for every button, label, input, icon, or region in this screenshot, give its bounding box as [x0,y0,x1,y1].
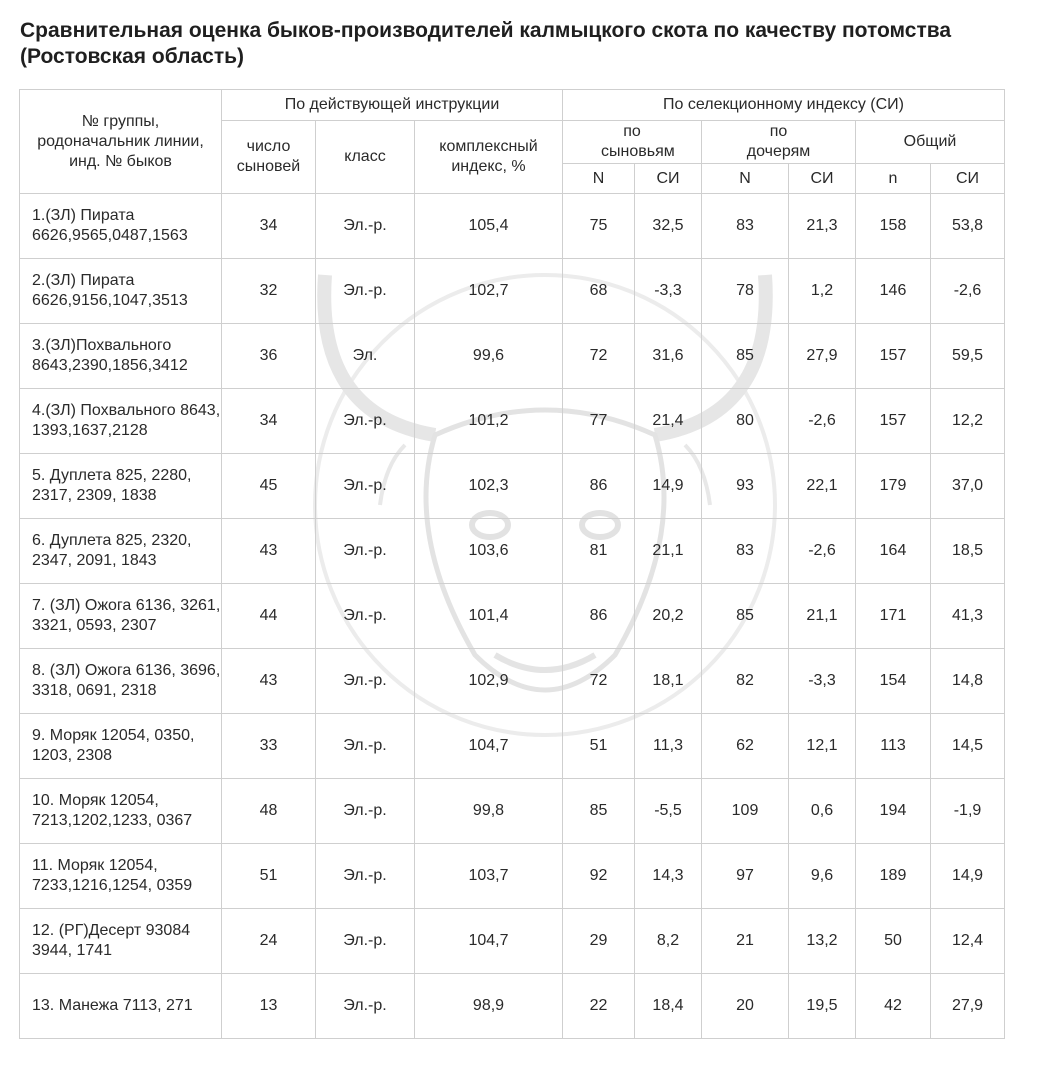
cell-sons-si: 21,4 [635,389,702,454]
cell-total-si: 14,5 [931,714,1005,779]
cell-total-si: 18,5 [931,519,1005,584]
cell-sons: 44 [222,584,316,649]
cell-index: 101,4 [415,584,563,649]
cell-total-si: 41,3 [931,584,1005,649]
cell-daughters-si: 9,6 [789,844,856,909]
table-row [20,194,1005,259]
cell-index: 105,4 [415,194,563,259]
cell-total-n: 158 [856,194,931,259]
cell-sons-si: 14,3 [635,844,702,909]
cell-daughters-si: 13,2 [789,909,856,974]
table-row [20,649,1005,714]
cell-sons: 36 [222,324,316,389]
cell-sons-n: 51 [563,714,635,779]
cell-sons-n: 68 [563,259,635,324]
cell-total-n: 157 [856,324,931,389]
cell-sons-si: -5,5 [635,779,702,844]
cell-group: 5. Дуплета 825, 2280, 2317, 2309, 1838 [20,454,222,519]
cell-class: Эл.-р. [316,844,415,909]
cell-daughters-n: 80 [702,389,789,454]
cell-total-n: 164 [856,519,931,584]
cell-sons: 13 [222,974,316,1039]
header-total: Общий [856,121,1005,164]
cell-daughters-si: 21,1 [789,584,856,649]
header-class: класс [316,121,415,194]
cell-sons-si: 31,6 [635,324,702,389]
cell-daughters-si: 0,6 [789,779,856,844]
cell-daughters-n: 85 [702,584,789,649]
cell-class: Эл.-р. [316,974,415,1039]
cell-total-n: 157 [856,389,931,454]
cell-daughters-si: 1,2 [789,259,856,324]
header-sons-count: число сыновей [222,121,316,194]
cell-daughters-n: 83 [702,519,789,584]
table-row [20,779,1005,844]
table-row [20,324,1005,389]
cell-sons: 51 [222,844,316,909]
cell-group: 6. Дуплета 825, 2320, 2347, 2091, 1843 [20,519,222,584]
cell-class: Эл.-р. [316,259,415,324]
cell-total-si: 53,8 [931,194,1005,259]
table-row [20,714,1005,779]
cell-sons-si: 18,4 [635,974,702,1039]
cell-daughters-n: 82 [702,649,789,714]
cell-class: Эл.-р. [316,779,415,844]
cell-sons: 34 [222,194,316,259]
cell-daughters-si: 19,5 [789,974,856,1039]
cell-group: 8. (ЗЛ) Ожога 6136, 3696, 3318, 0691, 2318 [20,649,222,714]
cell-total-n: 42 [856,974,931,1039]
cell-daughters-si: -3,3 [789,649,856,714]
cell-sons-n: 85 [563,779,635,844]
cell-sons: 43 [222,519,316,584]
cell-sons: 34 [222,389,316,454]
cell-daughters-n: 93 [702,454,789,519]
cell-index: 103,6 [415,519,563,584]
cell-group: 13. Манежа 7113, 271 [20,974,222,1039]
page-title: Сравнительная оценка быков-производителей калмыцкого скота по качеству потомства (Ростовская область) [20,19,952,68]
cell-sons: 48 [222,779,316,844]
table-row [20,389,1005,454]
cell-index: 102,7 [415,259,563,324]
data-table [19,89,1005,1039]
cell-class: Эл.-р. [316,389,415,454]
table-row [20,519,1005,584]
cell-sons-si: 8,2 [635,909,702,974]
cell-total-si: -1,9 [931,779,1005,844]
cell-daughters-n: 97 [702,844,789,909]
cell-daughters-si: 12,1 [789,714,856,779]
cell-total-n: 171 [856,584,931,649]
cell-sons-si: 18,1 [635,649,702,714]
cell-total-n: 194 [856,779,931,844]
header-group: № группы, родоначальник линии, инд. № быков [20,90,222,194]
cell-class: Эл.-р. [316,584,415,649]
cell-sons: 45 [222,454,316,519]
cell-sons-n: 22 [563,974,635,1039]
cell-sons-si: -3,3 [635,259,702,324]
cell-index: 99,8 [415,779,563,844]
cell-daughters-n: 21 [702,909,789,974]
cell-group: 7. (ЗЛ) Ожога 6136, 3261, 3321, 0593, 2307 [20,584,222,649]
header-complex-index: комплексный индекс, % [415,121,563,194]
cell-index: 104,7 [415,909,563,974]
cell-sons-n: 81 [563,519,635,584]
header-sons-n: N [563,164,635,194]
cell-index: 102,3 [415,454,563,519]
cell-class: Эл.-р. [316,454,415,519]
header-by-sons: по сыновьям [563,121,702,164]
cell-index: 102,9 [415,649,563,714]
cell-daughters-n: 109 [702,779,789,844]
cell-daughters-n: 78 [702,259,789,324]
cell-sons-n: 75 [563,194,635,259]
cell-total-si: 27,9 [931,974,1005,1039]
header-by-daughters: по дочерям [702,121,856,164]
cell-index: 99,6 [415,324,563,389]
cell-daughters-si: 21,3 [789,194,856,259]
table-row [20,909,1005,974]
cell-total-n: 154 [856,649,931,714]
cell-sons: 43 [222,649,316,714]
header-sons-si: СИ [635,164,702,194]
cell-index: 104,7 [415,714,563,779]
cell-sons-si: 14,9 [635,454,702,519]
cell-class: Эл.-р. [316,194,415,259]
cell-sons: 32 [222,259,316,324]
cell-total-n: 179 [856,454,931,519]
header-daughters-n: N [702,164,789,194]
cell-sons-si: 32,5 [635,194,702,259]
header-daughters-si: СИ [789,164,856,194]
cell-total-si: 59,5 [931,324,1005,389]
cell-total-n: 50 [856,909,931,974]
cell-sons-si: 21,1 [635,519,702,584]
cell-sons-n: 86 [563,584,635,649]
cell-total-si: 14,8 [931,649,1005,714]
table-row [20,844,1005,909]
header-total-si: СИ [931,164,1005,194]
cell-total-n: 146 [856,259,931,324]
cell-sons-n: 86 [563,454,635,519]
cell-total-n: 189 [856,844,931,909]
cell-sons: 33 [222,714,316,779]
cell-group: 10. Моряк 12054, 7213,1202,1233, 0367 [20,779,222,844]
cell-class: Эл. [316,324,415,389]
cell-group: 3.(ЗЛ)Похвального 8643,2390,1856,3412 [20,324,222,389]
table-row [20,584,1005,649]
cell-index: 101,2 [415,389,563,454]
cell-daughters-n: 85 [702,324,789,389]
header-total-n: n [856,164,931,194]
cell-daughters-si: -2,6 [789,389,856,454]
cell-total-si: 37,0 [931,454,1005,519]
table-row [20,454,1005,519]
cell-group: 1.(ЗЛ) Пирата 6626,9565,0487,1563 [20,194,222,259]
cell-daughters-n: 83 [702,194,789,259]
cell-daughters-n: 62 [702,714,789,779]
cell-sons-si: 20,2 [635,584,702,649]
header-selection-index: По селекционному индексу (СИ) [563,90,1005,121]
cell-total-n: 113 [856,714,931,779]
cell-total-si: -2,6 [931,259,1005,324]
cell-daughters-si: 27,9 [789,324,856,389]
cell-index: 103,7 [415,844,563,909]
table-row [20,259,1005,324]
cell-total-si: 12,4 [931,909,1005,974]
cell-daughters-n: 20 [702,974,789,1039]
cell-sons-si: 11,3 [635,714,702,779]
cell-group: 2.(ЗЛ) Пирата 6626,9156,1047,3513 [20,259,222,324]
table-row [20,974,1005,1039]
cell-group: 4.(ЗЛ) Похвального 8643, 1393,1637,2128 [20,389,222,454]
cell-class: Эл.-р. [316,909,415,974]
cell-class: Эл.-р. [316,649,415,714]
cell-group: 12. (РГ)Десерт 93084 3944, 1741 [20,909,222,974]
cell-sons-n: 29 [563,909,635,974]
cell-sons-n: 77 [563,389,635,454]
cell-sons: 24 [222,909,316,974]
cell-total-si: 12,2 [931,389,1005,454]
cell-sons-n: 92 [563,844,635,909]
header-current-instruction: По действующей инструкции [222,90,563,121]
cell-sons-n: 72 [563,324,635,389]
cell-index: 98,9 [415,974,563,1039]
cell-daughters-si: -2,6 [789,519,856,584]
cell-group: 9. Моряк 12054, 0350, 1203, 2308 [20,714,222,779]
cell-daughters-si: 22,1 [789,454,856,519]
cell-total-si: 14,9 [931,844,1005,909]
cell-class: Эл.-р. [316,519,415,584]
cell-class: Эл.-р. [316,714,415,779]
cell-group: 11. Моряк 12054, 7233,1216,1254, 0359 [20,844,222,909]
cell-sons-n: 72 [563,649,635,714]
